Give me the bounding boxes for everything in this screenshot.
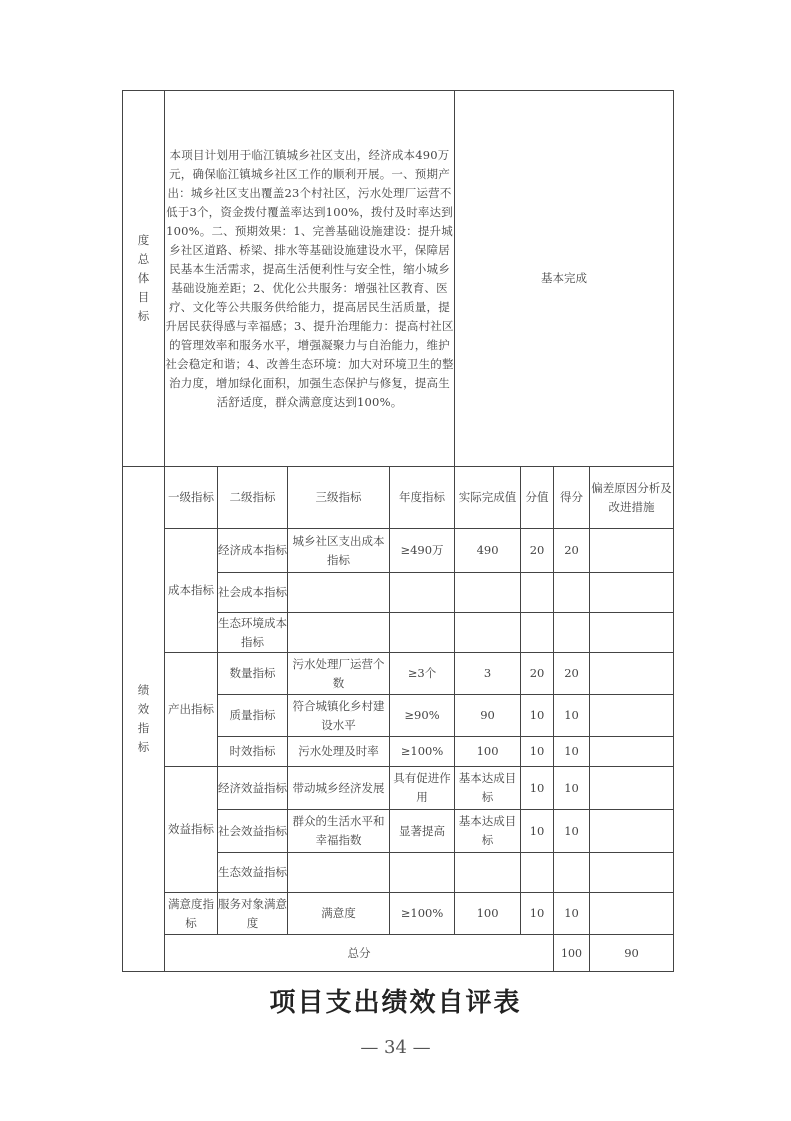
cell-score: 10 <box>554 737 590 767</box>
cell-l3 <box>288 853 390 893</box>
cell-actual: 基本达成目标 <box>455 810 521 853</box>
cell-actual: 基本达成目标 <box>455 767 521 810</box>
group-output: 产出指标 <box>165 653 218 767</box>
header-annual: 年度指标 <box>390 467 455 529</box>
goal-side-label: 度总体目标 <box>123 91 165 467</box>
header-row <box>123 467 674 529</box>
cell-actual <box>455 613 521 653</box>
cell-reason <box>590 767 674 810</box>
cell-value <box>521 573 554 613</box>
cell-score: 10 <box>554 810 590 853</box>
group-satisfaction: 满意度指标 <box>165 893 218 935</box>
cell-reason <box>590 695 674 737</box>
cell-target: ≥100% <box>390 893 455 935</box>
cell-l3 <box>288 613 390 653</box>
cell-reason <box>590 737 674 767</box>
goal-row <box>123 91 674 467</box>
cell-l2: 质量指标 <box>218 695 288 737</box>
self-evaluation-table <box>122 90 674 972</box>
cell-l2: 时效指标 <box>218 737 288 767</box>
cell-l2: 社会效益指标 <box>218 810 288 853</box>
cell-target: 具有促进作用 <box>390 767 455 810</box>
cell-l2: 经济成本指标 <box>218 529 288 573</box>
cell-value: 20 <box>521 653 554 695</box>
cell-l2: 生态环境成本指标 <box>218 613 288 653</box>
cell-score: 20 <box>554 529 590 573</box>
cell-value: 10 <box>521 810 554 853</box>
cell-target: ≥90% <box>390 695 455 737</box>
total-value: 100 <box>554 935 590 972</box>
cell-target: ≥100% <box>390 737 455 767</box>
indicators-side-label: 绩效指标 <box>123 467 165 972</box>
cell-value: 10 <box>521 893 554 935</box>
cell-value <box>521 613 554 653</box>
cell-actual: 100 <box>455 893 521 935</box>
cell-score: 10 <box>554 695 590 737</box>
cell-l3: 带动城乡经济发展 <box>288 767 390 810</box>
cell-l3 <box>288 573 390 613</box>
table-row <box>123 893 674 935</box>
cell-reason <box>590 529 674 573</box>
cell-actual: 90 <box>455 695 521 737</box>
table-row <box>123 653 674 695</box>
cell-reason <box>590 613 674 653</box>
cell-l3: 污水处理厂运营个数 <box>288 653 390 695</box>
cell-value: 10 <box>521 737 554 767</box>
cell-l3: 满意度 <box>288 893 390 935</box>
header-actual: 实际完成值 <box>455 467 521 529</box>
cell-score: 10 <box>554 893 590 935</box>
cell-value: 10 <box>521 695 554 737</box>
cell-actual <box>455 853 521 893</box>
group-cost: 成本指标 <box>165 529 218 653</box>
cell-actual: 3 <box>455 653 521 695</box>
cell-l3: 群众的生活水平和幸福指数 <box>288 810 390 853</box>
cell-l3: 污水处理及时率 <box>288 737 390 767</box>
cell-l2: 数量指标 <box>218 653 288 695</box>
cell-reason <box>590 853 674 893</box>
cell-l2: 经济效益指标 <box>218 767 288 810</box>
cell-value: 10 <box>521 767 554 810</box>
cell-reason <box>590 810 674 853</box>
total-label: 总分 <box>165 935 554 972</box>
page-title: 项目支出绩效自评表 <box>269 988 522 1018</box>
cell-target <box>390 573 455 613</box>
total-score: 90 <box>590 935 674 972</box>
cell-reason <box>590 893 674 935</box>
cell-score: 20 <box>554 653 590 695</box>
table-row <box>123 529 674 573</box>
cell-score <box>554 573 590 613</box>
group-benefit: 效益指标 <box>165 767 218 893</box>
cell-reason <box>590 653 674 695</box>
cell-l2: 社会成本指标 <box>218 573 288 613</box>
header-reason: 偏差原因分析及改进措施 <box>590 467 674 529</box>
page-number: — 34 — <box>360 1037 431 1058</box>
goal-text: 本项目计划用于临江镇城乡社区支出，经济成本490万元，确保临江镇城乡社区工作的顺利开展。一、预期产出：城乡社区支出覆盖23个村社区，污水处理厂运营不低于3个，资金拨付覆盖率达到100%，拨付及时率达到100%。二、预期效果：1、完善基础设施建设：提升城乡社区道路、桥梁、排水等基础设施建设水平，保障居民基本生活需求，提高生活便利性与安全性，缩小城乡基础设施差距；2、优化公共服务：增强社区教育、医疗、文化等公共服务供给能力，提高居民生活质量，提升居民获得感与幸福感；3、提升治理能力：提高村社区的管理效率和服务水平，增强凝聚力与自治能力，维护社会稳定和谐；4、改善生态环境：加大对环境卫生的整治力度，增加绿化面积，加强生态保护与修复，提高生活舒适度，群众满意度达到100%。 <box>165 91 455 467</box>
cell-score <box>554 613 590 653</box>
cell-l3: 符合城镇化乡村建设水平 <box>288 695 390 737</box>
header-level2: 二级指标 <box>218 467 288 529</box>
table-row <box>123 767 674 810</box>
cell-target: ≥3个 <box>390 653 455 695</box>
cell-actual: 100 <box>455 737 521 767</box>
header-level1: 一级指标 <box>165 467 218 529</box>
cell-actual: 490 <box>455 529 521 573</box>
cell-target <box>390 853 455 893</box>
cell-target: 显著提高 <box>390 810 455 853</box>
cell-reason <box>590 573 674 613</box>
header-level3: 三级指标 <box>288 467 390 529</box>
header-score: 得分 <box>554 467 590 529</box>
cell-l2: 服务对象满意度 <box>218 893 288 935</box>
cell-target: ≥490万 <box>390 529 455 573</box>
cell-l3: 城乡社区支出成本指标 <box>288 529 390 573</box>
goal-result: 基本完成 <box>455 91 674 467</box>
cell-score: 10 <box>554 767 590 810</box>
cell-l2: 生态效益指标 <box>218 853 288 893</box>
cell-score <box>554 853 590 893</box>
cell-value: 20 <box>521 529 554 573</box>
header-score-value: 分值 <box>521 467 554 529</box>
cell-value <box>521 853 554 893</box>
total-row <box>123 935 674 972</box>
cell-actual <box>455 573 521 613</box>
cell-target <box>390 613 455 653</box>
